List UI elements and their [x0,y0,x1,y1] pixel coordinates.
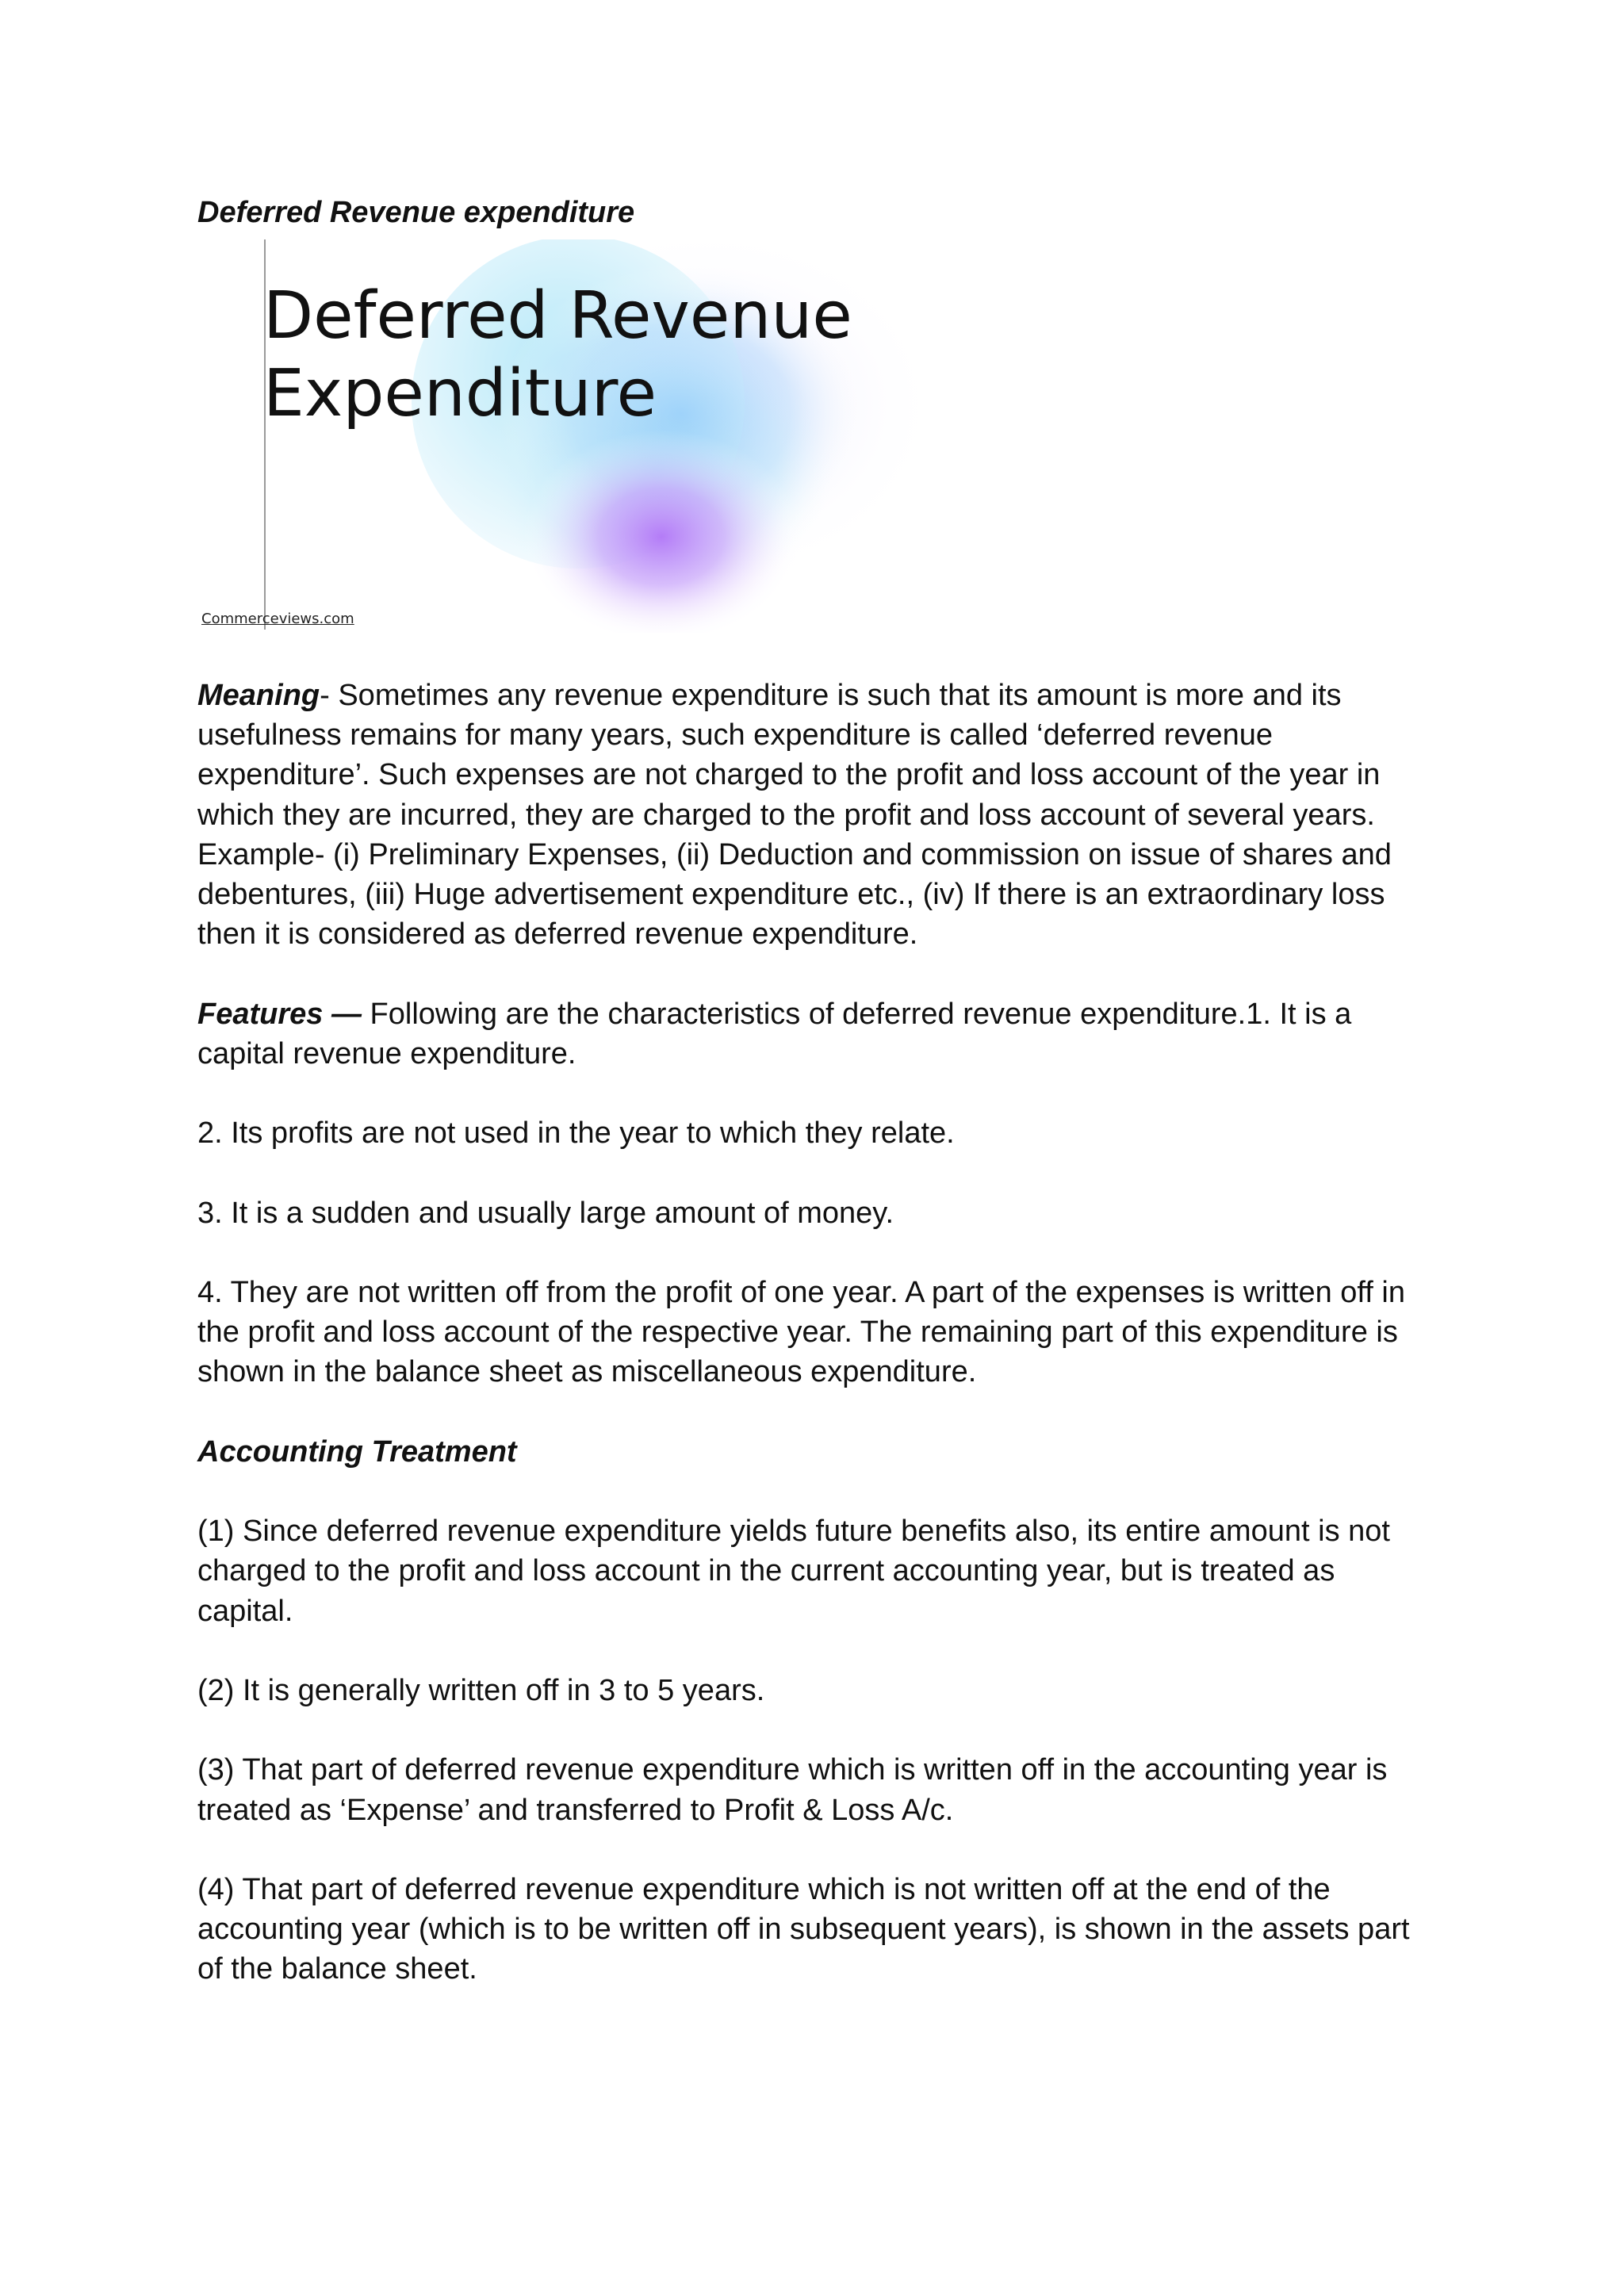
accounting-item: (3) That part of deferred revenue expenditure which is written off in the accounting year is treated as ‘Expense’ and transferred to Profit & Loss A/c. [197,1753,1388,1827]
feature-item: 3. It is a sudden and usually large amount of money. [197,1196,894,1230]
banner-image [197,239,951,633]
banner-title [263,278,852,433]
banner-title-line-2: Expenditure [263,356,657,431]
features-label: Features — [197,997,362,1031]
features-paragraph [197,994,1434,1074]
document-body [197,676,1434,2029]
features-intro: Following are the characteristics of deferred revenue expenditure.1. It is a capital revenue expenditure. [197,997,1352,1070]
meaning-text: - Sometimes any revenue expenditure is such that its amount is more and its usefulness remains for many years, such expenditure is called ‘deferred revenue expenditure’. Such expenses are not charged to the profit and loss account of the year in which they are incurred, they are charged to the profit and loss account of several years. Example- (i) Preliminary Expenses, (ii) Deduction and commission on issue of shares and debentures, (iii) Huge advertisement expenditure etc., (iv) If there is an extraordinary loss then it is considered as deferred revenue expenditure. [197,679,1392,952]
banner-credit: Commerceviews.com [201,611,354,627]
accounting-item: (2) It is generally written off in 3 to 5 years. [197,1673,765,1707]
document-heading: Deferred Revenue expenditure [197,196,635,229]
accounting-item: (1) Since deferred revenue expenditure yields future benefits also, its entire amount is not charged to the profit and loss account in the current accounting year, but is treated as capital. [197,1515,1390,1628]
meaning-label: Meaning [197,679,320,712]
accounting-item: (4) That part of deferred revenue expenditure which is not written off at the end of the accounting year (which is to be written off in subsequent years), is shown in the assets part of the balance sheet. [197,1872,1410,1986]
meaning-paragraph [197,676,1434,954]
feature-item: 4. They are not written off from the profit of one year. A part of the expenses is written off in the profit and loss account of the respective year. The remaining part of this expenditure is shown in the balance sheet as miscellaneous expenditure. [197,1275,1405,1389]
banner-title-line-1: Deferred Revenue [263,278,852,354]
feature-item: 2. Its profits are not used in the year to which they relate. [197,1116,955,1151]
accounting-heading: Accounting Treatment [197,1434,517,1469]
